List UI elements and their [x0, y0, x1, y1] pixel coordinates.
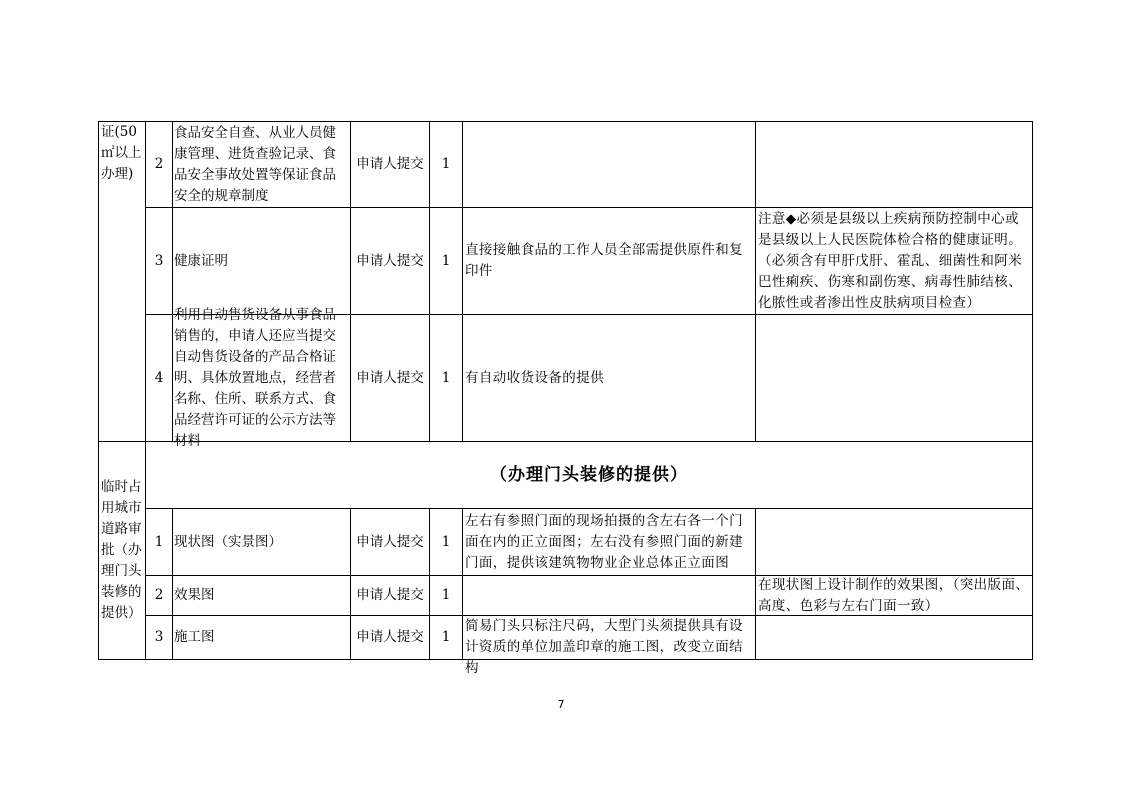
material-name: 食品安全自查、从业人员健康管理、进货查验记录、食品安全事故处置等保证食品安全的规章制度	[173, 122, 351, 208]
note-text: 在现状图上设计制作的效果图，（突出版面、高度、色彩与左右门面一致）	[756, 576, 1033, 616]
note-text	[756, 616, 1033, 660]
material-source: 申请人提交	[351, 616, 430, 660]
row-number: 2	[146, 576, 173, 616]
copies-count: 1	[430, 509, 463, 576]
material-name: 利用自动售货设备从事食品销售的，申请人还应当提交自动售货设备的产品合格证明、具体放置地点，经营者名称、住所、联系方式、食品经营许可证的公示方法等材料	[173, 315, 351, 442]
requirement-text: 有自动收货设备的提供	[463, 315, 756, 442]
section-header: （办理门头装修的提供）	[146, 442, 1033, 509]
category-cell: 临时占用城市道路审批（办理门头装修的提供）	[99, 442, 146, 660]
requirement-text	[463, 122, 756, 208]
materials-table	[98, 121, 1033, 676]
requirement-text: 直接接触食品的工作人员全部需提供原件和复印件	[463, 208, 756, 315]
note-text: 注意◆必须是县级以上疾病预防控制中心或是县级以上人民医院体检合格的健康证明。（必须含有甲肝戊肝、霍乱、细菌性和阿米巴性痢疾、伤寒和副伤寒、病毒性肺结核、化脓性或者渗出性皮肤病项目检查）	[756, 208, 1033, 315]
page-number: 7	[557, 698, 565, 711]
row-number: 1	[146, 509, 173, 576]
row-number: 3	[146, 208, 173, 315]
material-name: 效果图	[173, 576, 351, 616]
copies-count: 1	[430, 122, 463, 208]
material-name: 健康证明	[173, 208, 351, 315]
requirement-text: 左右有参照门面的现场拍摄的含左右各一个门面在内的正立面图；左右没有参照门面的新建门面，提供该建筑物物业企业总体正立面图	[463, 509, 756, 576]
note-text	[756, 315, 1033, 442]
row-number: 3	[146, 616, 173, 660]
material-source: 申请人提交	[351, 509, 430, 576]
copies-count: 1	[430, 616, 463, 660]
copies-count: 1	[430, 208, 463, 315]
material-source: 申请人提交	[351, 208, 430, 315]
material-source: 申请人提交	[351, 315, 430, 442]
row-number: 4	[146, 315, 173, 442]
material-name: 施工图	[173, 616, 351, 660]
copies-count: 1	[430, 315, 463, 442]
material-source: 申请人提交	[351, 122, 430, 208]
material-name: 现状图（实景图）	[173, 509, 351, 576]
copies-count: 1	[430, 576, 463, 616]
material-source: 申请人提交	[351, 576, 430, 616]
row-number: 2	[146, 122, 173, 208]
note-text	[756, 122, 1033, 208]
requirement-text	[463, 576, 756, 616]
note-text	[756, 509, 1033, 576]
category-cell: 证(50㎡以上办理)	[99, 122, 146, 442]
requirement-text: 简易门头只标注尺码，大型门头须提供具有设计资质的单位加盖印章的施工图，改变立面结构	[463, 616, 756, 660]
